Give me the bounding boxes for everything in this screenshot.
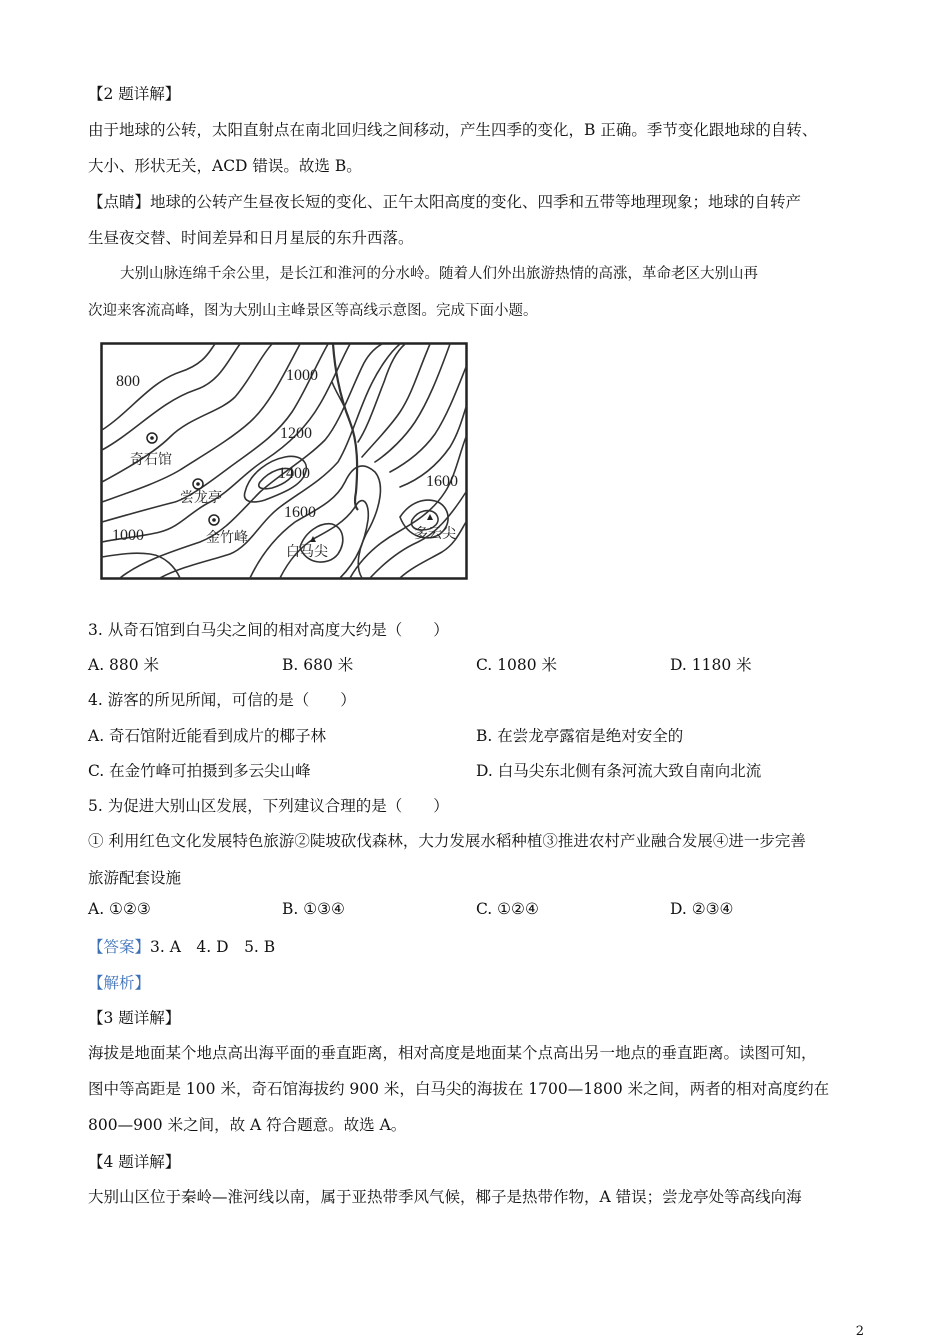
q4-detail-line1: 大别山区位于秦岭—淮河线以南，属于亚热带季风气候，椰子是热带作物，A 错误；尝龙亭处等高线向海 [88,1188,802,1206]
place-duoyunjian: 多云尖 [414,526,456,542]
q4-option-b[interactable]: B. 在尝龙亭露宿是绝对安全的 [476,727,684,745]
contour-label-1600-right: 1600 [426,473,458,490]
q5-option-d[interactable]: D. ②③④ [670,900,734,918]
q5-option-a[interactable]: A. ①②③ [88,900,151,918]
answer-row [88,935,275,957]
contour-label-1000-top: 1000 [286,367,318,384]
place-changlongting: 尝龙亭 [180,490,222,506]
q5-items-line2: 旅游配套设施 [88,869,182,887]
contour-label-800: 800 [116,373,140,390]
q4-stem: 4. 游客的所见所闻，可信的是（ ） [88,691,356,709]
dianjing-line1: 【点睛】地球的公转产生昼夜长短的变化、正午太阳高度的变化、四季和五带等地理现象；地球的自转产 [88,193,802,211]
q3-option-a[interactable]: A. 880 米 [88,656,160,674]
intro-line1: 大别山脉连绵千余公里，是长江和淮河的分水岭。随着人们外出旅游热情的高涨，革命老区大别山再 [120,266,758,282]
q3-option-b[interactable]: B. 680 米 [282,656,354,674]
contour-label-1000-left: 1000 [112,527,144,544]
q2-detail-title: 【2 题详解】 [88,85,181,103]
answer-text: 3. A 4. D 5. B [150,938,276,956]
q3-option-d[interactable]: D. 1180 米 [670,656,752,674]
q4-option-c[interactable]: C. 在金竹峰可拍摄到多云尖山峰 [88,762,311,780]
q3-stem: 3. 从奇石馆到白马尖之间的相对高度大约是（ ） [88,621,449,639]
place-jinzhufeng: 金竹峰 [206,530,248,546]
q5-items-line1: ① 利用红色文化发展特色旅游②陡坡砍伐森林，大力发展水稻种植③推进农村产业融合发展④进一步完善 [88,832,806,850]
contour-label-1200: 1200 [280,425,312,442]
page-number: 2 [855,1324,864,1339]
q4-detail-title: 【4 题详解】 [88,1153,181,1171]
q3-detail-line2: 图中等高距是 100 米，奇石馆海拔约 900 米，白马尖的海拔在 1700—1800 米之间，两者的相对高度约在 [88,1080,830,1098]
contour-map [100,342,468,580]
contour-label-1400: 1400 [278,465,310,482]
contour-label-1600-center: 1600 [284,504,316,521]
place-baimajian: 白马尖 [286,544,328,560]
place-qishiguan: 奇石馆 [130,452,172,468]
answer-label: 【答案】 [88,938,151,956]
intro-line2: 次迎来客流高峰，图为大别山主峰景区等高线示意图。完成下面小题。 [88,303,538,319]
q4-option-a[interactable]: A. 奇石馆附近能看到成片的椰子林 [88,727,327,745]
q5-option-b[interactable]: B. ①③④ [282,900,345,918]
dianjing-line2: 生昼夜交替、时间差异和日月星辰的东升西落。 [88,229,414,247]
q2-detail-line1: 由于地球的公转，太阳直射点在南北回归线之间移动，产生四季的变化，B 正确。季节变化跟地球的自转、 [88,121,818,139]
q4-option-d[interactable]: D. 白马尖东北侧有条河流大致自南向北流 [476,762,762,780]
q5-stem: 5. 为促进大别山区发展，下列建议合理的是（ ） [88,797,449,815]
analysis-label: 【解析】 [88,974,151,992]
q2-detail-line2: 大小、形状无关，ACD 错误。故选 B。 [88,157,362,175]
q3-detail-line3: 800—900 米之间，故 A 符合题意。故选 A。 [88,1116,407,1134]
q3-option-c[interactable]: C. 1080 米 [476,656,558,674]
q3-detail-line1: 海拔是地面某个地点高出海平面的垂直距离，相对高度是地面某个点高出另一地点的垂直距离。读图可知， [88,1044,817,1062]
q3-detail-title: 【3 题详解】 [88,1009,181,1027]
q5-option-c[interactable]: C. ①②④ [476,900,539,918]
